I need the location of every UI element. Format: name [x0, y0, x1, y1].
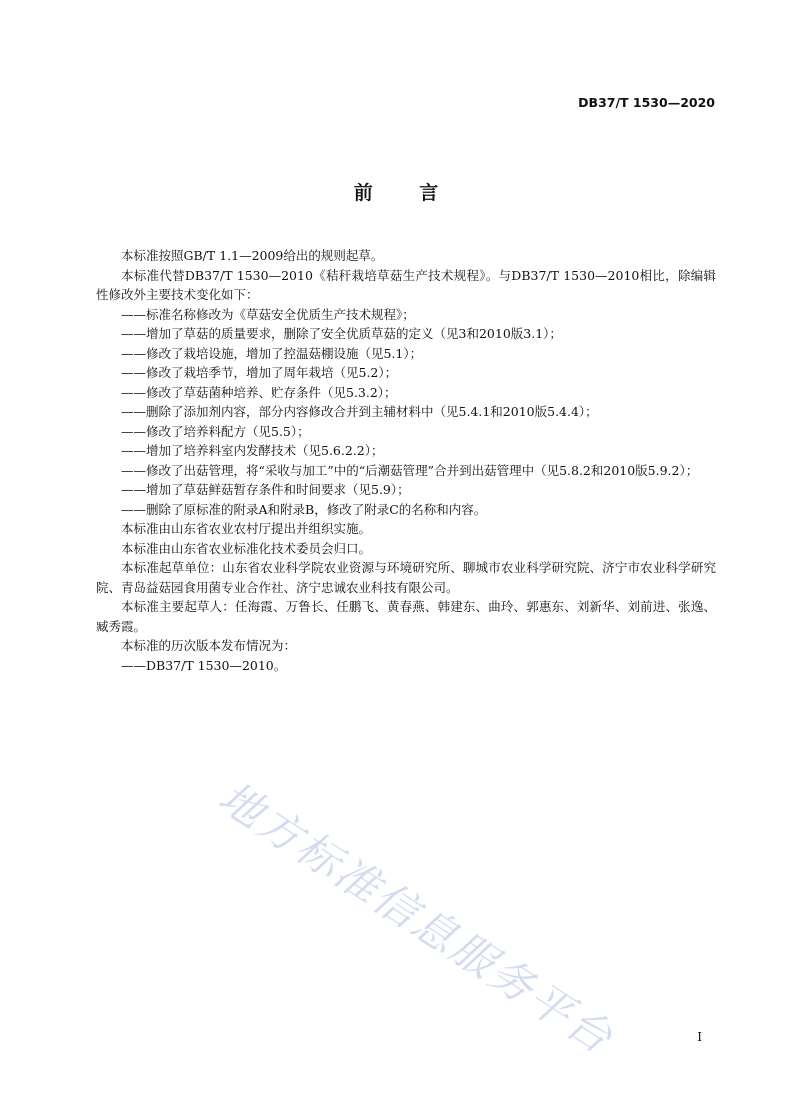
page-title: 前 言 [353, 182, 459, 204]
list-item: —— 增加了草菇的质量要求，删除了安全优质草菇的定义（见3和2010版3.1）； [96, 324, 716, 344]
list-dash: —— [121, 423, 146, 439]
list-dash: —— [121, 443, 146, 458]
paragraph: 本标准主要起草人：任海霞、万鲁长、任鹏飞、黄春燕、韩建东、曲玲、郭惠东、刘新华、刘前进、张逸、臧秀霞。 [96, 599, 716, 634]
list-item: —— 增加了草菇鲜菇暂存条件和时间要求（见5.9）； [96, 480, 716, 500]
history-item: —— DB37/T 1530—2010。 [96, 656, 716, 676]
changes-list [96, 305, 716, 520]
list-dash: —— [121, 501, 146, 517]
document-body [96, 246, 716, 675]
list-item: —— 修改了草菇菌种培养、贮存条件（见5.3.2）； [96, 383, 716, 403]
list-item: —— 删除了添加剂内容，部分内容修改合并到主辅材料中（见5.4.1和2010版5.4.4）； [96, 402, 716, 422]
list-item: —— 修改了出菇管理，将“采收与加工”中的“后潮菇管理”合并到出菇管理中（见5.8.2和2010版5.9.2）； [96, 461, 716, 481]
paragraph: 本标准按照GB/T 1.1—2009给出的规则起草。 [121, 248, 384, 263]
page-number: I [697, 1030, 702, 1044]
paragraph: 本标准代替DB37/T 1530—2010《秸秆栽培草菇生产技术规程》。与DB37/T 1530—2010相比，除编辑性修改外主要技术变化如下： [96, 267, 716, 302]
list-dash: —— [121, 306, 146, 322]
list-item: —— 增加了培养料室内发酵技术（见5.6.2.2）； [96, 441, 716, 461]
paragraph: 本标准由山东省农业标准化技术委员会归口。 [121, 540, 372, 556]
list-item: —— 修改了栽培设施，增加了控温菇棚设施（见5.1）； [96, 344, 716, 364]
list-dash: —— [121, 365, 146, 380]
list-item: —— 标准名称修改为《草菇安全优质生产技术规程》； [96, 305, 716, 325]
list-dash: —— [121, 657, 146, 673]
paragraph: 本标准的历次版本发布情况为： [121, 638, 297, 653]
list-dash: —— [121, 326, 146, 341]
list-item: —— 修改了栽培季节，增加了周年栽培（见5.2）； [96, 363, 716, 383]
paragraph: 本标准由山东省农业农村厅提出并组织实施。 [121, 521, 372, 536]
list-dash: —— [121, 404, 146, 419]
list-dash: —— [121, 482, 146, 497]
paragraph: 本标准起草单位：山东省农业科学院农业资源与环境研究所、聊城市农业科学研究院、济宁市农业科学研究院、青岛益菇园食用菌专业合作社、济宁忠诚农业科技有限公司。 [96, 560, 716, 595]
list-dash: —— [121, 384, 146, 400]
list-item: —— 删除了原标准的附录A和附录B，修改了附录C的名称和内容。 [96, 500, 716, 520]
list-dash: —— [121, 462, 146, 478]
watermark: 地方标准信息服务平台 [209, 772, 623, 1065]
list-dash: —— [121, 345, 146, 361]
list-item: —— 修改了培养料配方（见5.5）； [96, 422, 716, 442]
standard-code: DB37/T 1530—2020 [578, 95, 715, 110]
